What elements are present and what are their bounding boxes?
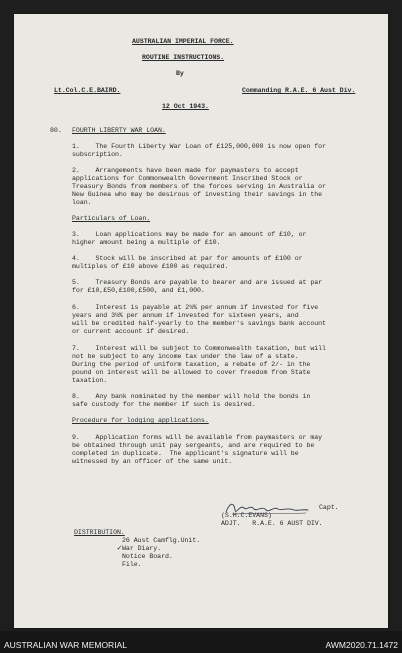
- paragraph-2-line: Treasury Bonds from members of the forces serving in Australia or: [72, 183, 326, 190]
- paragraph-2-line: New Guinea who may be desirous of investing their savings in the: [72, 191, 323, 198]
- paragraph-4-line: 4. Stock will be inscribed at par for amounts of £100 or: [72, 255, 303, 262]
- paragraph-9-line: 9. Application forms will be available from paymasters or may: [72, 434, 323, 441]
- by-label: By: [176, 70, 184, 77]
- paragraph-7-line: During the period of uniform taxation, a rebate of 2/- in the: [72, 361, 311, 368]
- particulars-heading: Particulars of Loan.: [72, 215, 151, 222]
- document-subtitle: ROUTINE INSTRUCTIONS.: [142, 54, 225, 61]
- paragraph-9-line: be obtained through unit pay sergeants, and are required to be: [72, 442, 315, 449]
- paragraph-7-line: taxation.: [72, 377, 108, 384]
- signatory-appointment: ADJT. R.A.E. 6 AUST DIV.: [221, 520, 323, 527]
- paragraph-5-line: for £10,£50,£100,£500, and £1,000.: [72, 287, 205, 294]
- issuing-officer: Lt.Col.C.E.BAIRD.: [54, 87, 121, 94]
- document-page: [14, 14, 388, 628]
- distribution-item: 26 Aust Camflg.Unit.: [122, 537, 201, 544]
- paragraph-6-line: years and 3¼% per annum if invested for sixteen years, and: [72, 312, 299, 319]
- paragraph-7-line: pound on interest will be allowed to cover freedom from State: [72, 369, 311, 376]
- paragraph-2-line: 2. Arrangements have been made for paymasters to accept: [72, 167, 299, 174]
- paragraph-9-line: completed in duplicate. The applicant's signature will be: [72, 450, 299, 457]
- paragraph-3-line: 3. Loan applications may be made for an amount of £10, or: [72, 231, 307, 238]
- section-number: 80.: [50, 127, 62, 134]
- distribution-item: War Diary.: [122, 545, 162, 552]
- paragraph-1-line: subscription.: [72, 151, 123, 158]
- paragraph-8-line: 8. Any bank nominated by the member will hold the bonds in: [72, 393, 311, 400]
- paragraph-8-line: safe custody for the member if such is desired.: [72, 401, 256, 408]
- paragraph-9-line: witnessed by an officer of the same unit.: [72, 458, 233, 465]
- procedure-heading: Procedure for lodging applications.: [72, 417, 209, 424]
- signature-rank: Capt.: [319, 504, 339, 511]
- section-heading: FOURTH LIBERTY WAR LOAN.: [72, 127, 166, 134]
- paragraph-2-line: loan.: [72, 199, 92, 206]
- accession-number: AWM2020.71.1472: [325, 640, 398, 650]
- signatory-name: (S.H.C.EVANS): [221, 512, 272, 519]
- paragraph-7-line: 7. Interest will be subject to Commonwealth taxation, but will: [72, 345, 326, 352]
- distribution-item: Notice Board.: [122, 553, 173, 560]
- footer-bar: [0, 631, 402, 653]
- paragraph-6-line: will be credited half-yearly to the member's savings bank account: [72, 320, 326, 327]
- paragraph-3-line: higher amount being a multiple of £10.: [72, 239, 221, 246]
- command-line: Commanding R.A.E. 6 Aust Div.: [242, 87, 356, 94]
- document-title: AUSTRALIAN IMPERIAL FORCE.: [132, 38, 234, 45]
- document-date: 12 Oct 1943.: [162, 103, 209, 110]
- paragraph-5-line: 5. Treasury Bonds are payable to bearer and are issued at par: [72, 279, 323, 286]
- paragraph-6-line: 6. Interest is payable at 2¼% per annum if invested for five: [72, 304, 319, 311]
- paragraph-4-line: multiples of £10 above £100 as required.: [72, 263, 229, 270]
- paragraph-7-line: not be subject to any income tax under the law of a state.: [72, 353, 299, 360]
- paragraph-2-line: applications for Commonwealth Government Inscribed Stock or: [72, 175, 303, 182]
- paragraph-6-line: or current account if desired.: [72, 328, 190, 335]
- paragraph-1-line: 1. The Fourth Liberty War Loan of £125,000,000 is now open for: [72, 143, 326, 150]
- checkmark-icon: ✓: [117, 544, 122, 553]
- distribution-heading: DISTRIBUTION.: [74, 529, 125, 536]
- institution-label: AUSTRALIAN WAR MEMORIAL: [4, 640, 127, 650]
- distribution-item: File.: [122, 561, 142, 568]
